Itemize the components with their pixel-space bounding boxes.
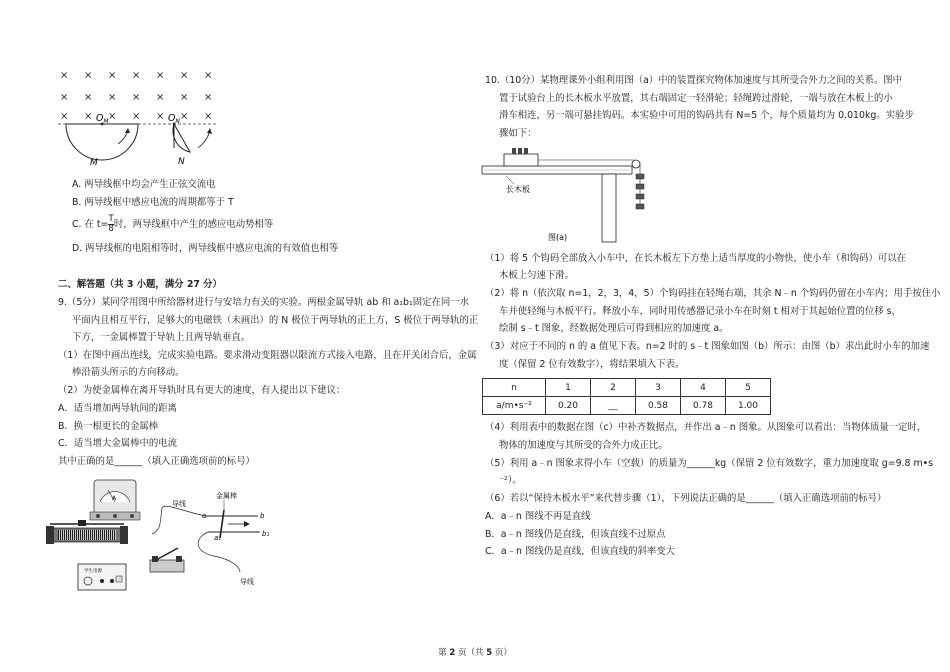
- page-total: 5: [486, 648, 493, 658]
- field-cross: ×: [132, 92, 141, 103]
- table-cell: n: [483, 379, 546, 397]
- page-number: 2: [449, 648, 456, 658]
- field-cross: ×: [180, 70, 189, 81]
- q10-line-1: 10.（10分）某物理课外小组利用图（a）中的装置探究物体加速度与其所受合外力之间的关系。图中: [485, 75, 902, 86]
- q10-step-1b: 木板上匀速下滑。: [499, 270, 575, 281]
- q10-option-b: B．a﹣n 图线仍是直线，但该直线不过原点: [485, 529, 666, 540]
- ammeter-icon: [90, 480, 140, 520]
- field-cross: ×: [156, 92, 165, 103]
- field-cross: ×: [60, 70, 69, 81]
- q9-option-a: A．适当增加两导轨间的距离: [58, 403, 177, 414]
- q9-line-1: 9.（5分）某同学用图中所给器材进行与安培力有关的实验。两根金属导轨 ab 和 a₁b₁固定在同一水: [58, 297, 470, 308]
- q9-line-4: （1）在图中画出连线，完成实验电路。要求滑动变阻器以限流方式接入电路，且在开关闭合后，金属: [58, 350, 477, 361]
- table-cell: 3: [636, 379, 681, 397]
- q10-step-2b: 车并使轻绳与木板平行。释放小车，同时用传感器记录小车在时刻 t 相对于其起始位置的位移 s，: [499, 306, 901, 317]
- svg-text:a₁: a₁: [214, 534, 222, 542]
- field-cross: ×: [132, 70, 141, 81]
- q10-step-3a: （3）对应于不同的 n 的 a 值见下表。n=2 时的 s﹣t 图象如图（b）所示：由图（b）求出此时小车的加速: [485, 341, 930, 352]
- q9-line-6: （2）为使金属棒在离开导轨时具有更大的速度，有人提出以下建议：: [58, 385, 346, 396]
- table-cell: 4: [681, 379, 726, 397]
- switch-icon: [150, 548, 184, 572]
- power-supply-icon: [78, 564, 126, 590]
- field-crosses: [60, 70, 212, 122]
- field-cross: ×: [108, 70, 117, 81]
- pulley: [632, 160, 640, 168]
- q8-option-b: B. 两导线框中感应电流的周期都等于 T: [72, 197, 234, 208]
- q9-line-5: 棒沿箭头所示的方向移动。: [72, 367, 185, 378]
- q9-answer-prompt: 其中正确的是______（填入正确选项前的标号）: [58, 456, 255, 467]
- q8-option-a: A. 两导线框中均会产生正弦交流电: [72, 179, 216, 190]
- field-cross: ×: [156, 111, 165, 122]
- q10-step-4b: 物体的加速度与其所受的合外力成正比。: [499, 440, 668, 451]
- q9-option-c: C．适当增大金属棒中的电流: [58, 438, 178, 449]
- cart: [504, 154, 538, 166]
- q10-option-a: A．a﹣n 图线不再是直线: [485, 511, 591, 522]
- field-cross: ×: [84, 92, 93, 103]
- field-cross: ×: [204, 70, 213, 81]
- field-cross: ×: [60, 111, 69, 122]
- svg-text:b: b: [260, 512, 265, 520]
- field-cross: ×: [204, 92, 213, 103]
- table-cell: 0.78: [681, 397, 726, 415]
- q8-option-d: D. 两导线框的电阻相等时，两导线框中感应电流的有效值也相等: [72, 243, 339, 254]
- board-label: 长木板: [506, 185, 530, 194]
- q10-step-3b: 度（保留 2 位有效数字），将结果填入下表。: [499, 359, 685, 370]
- q10-line-2: 置于试验台上的长木板水平放置，其右端固定一轻滑轮；轻绳跨过滑轮，一端与放在木板上的小: [499, 93, 893, 104]
- wire-label-bottom: 导线: [240, 578, 254, 586]
- q10-step-5a: （5）利用 a﹣n 图象求得小车（空载）的质量为______kg（保留 2 位有效数字，重力加速度取 g=9.8 m•s: [485, 458, 934, 469]
- svg-text:b₁: b₁: [262, 530, 270, 538]
- q10-step-2c: 绘制 s﹣t 图象，经数据处理后可得到相应的加速度 a。: [499, 323, 729, 334]
- field-cross: ×: [84, 70, 93, 81]
- page-footer: 第 2 页（共 5 页）: [438, 648, 512, 658]
- table-row: [483, 379, 771, 397]
- q10-step-1a: （1）将 5 个钩码全部放入小车中，在长木板左下方垫上适当厚度的小物快，使小车（和钩码）可以在: [485, 253, 907, 264]
- field-cross: ×: [84, 111, 93, 122]
- field-cross: ×: [60, 92, 69, 103]
- field-cross: ×: [156, 70, 165, 81]
- rheostat-icon: [46, 520, 128, 544]
- q9-line-2: 平面内且相互平行，足够大的电磁铁（未画出）的 N 极位于两导轨的正上方，S 极位于两导轨的正: [72, 315, 479, 326]
- label-om: $O_M$: [96, 113, 109, 125]
- label-m: M: [90, 158, 98, 168]
- rod-label: 金属棒: [216, 492, 237, 500]
- label-n: N: [178, 157, 185, 167]
- field-cross: ×: [204, 111, 213, 122]
- fraction-t-over-8: $\frac{T}{8}$: [108, 214, 114, 234]
- q9-option-b: B．换一根更长的金属棒: [58, 421, 159, 432]
- table-cell: 1: [546, 379, 591, 397]
- label-on: $O_N$: [168, 113, 180, 125]
- field-cross: ×: [180, 111, 189, 122]
- q10-step-4a: （4）利用表中的数据在图（c）中补齐数据点，并作出 a﹣n 图象。从图象可以看出：当物体质量一定时，: [485, 422, 927, 433]
- figure-a-apparatus: [478, 140, 678, 250]
- wire-label-top: 导线: [172, 500, 186, 508]
- q10-step-5b: ⁻²）。: [499, 475, 522, 486]
- figure-a-caption: 图(a): [548, 233, 568, 242]
- power-supply-label: 学生电源: [84, 569, 102, 574]
- q8-option-c: C. 在 t= $\frac{T}{8}$ 时，两导线框中产生的感应电动势相等: [72, 214, 274, 234]
- table-cell: 0.58: [636, 397, 681, 415]
- q9-apparatus-figure: [44, 472, 284, 612]
- svg-text:A: A: [112, 495, 117, 502]
- sector-frame-n: [173, 124, 190, 152]
- q10-option-c: C．a﹣n 图线仍是直线，但该直线的斜率变大: [485, 546, 675, 557]
- section-2-title: 二、解答题（共 3 小题，满分 27 分）: [58, 279, 222, 290]
- table-cell: 0.20: [546, 397, 591, 415]
- field-cross: ×: [108, 111, 117, 122]
- q9-line-3: 下方，一金属棒置于导轨上且两导轨垂直。: [72, 332, 251, 343]
- table-cell: 5: [726, 379, 771, 397]
- q10-line-4: 骤如下：: [499, 128, 537, 139]
- field-cross: ×: [132, 111, 141, 122]
- q10-step-2a: （2）将 n（依次取 n=1，2，3，4，5）个钩码挂在轻绳右端，其余 N﹣n 个钩码仍留在小车内；用手按住小: [485, 288, 941, 299]
- field-cross: ×: [108, 92, 117, 103]
- table-cell: 2: [591, 379, 636, 397]
- answer-blank-cell[interactable]: __: [591, 397, 636, 415]
- q10-line-3: 滑车相连，另一端可悬挂钩码。本实验中可用的钩码共有 N=5 个，每个质量均为 0.010kg。实验步: [499, 110, 914, 121]
- magnetic-field-figure: [56, 66, 226, 178]
- n-a-data-table: [482, 378, 771, 415]
- field-cross: ×: [180, 92, 189, 103]
- q10-step-6: （6）若以“保持木板水平”来代替步骤（1），下列说法正确的是______（填入正确选项前的标号）: [485, 493, 887, 504]
- table-cell: a/m•s⁻²: [483, 397, 546, 415]
- table-cell: 1.00: [726, 397, 771, 415]
- svg-text:a: a: [202, 512, 207, 520]
- table-leg: [602, 174, 616, 242]
- table-row: [483, 397, 771, 415]
